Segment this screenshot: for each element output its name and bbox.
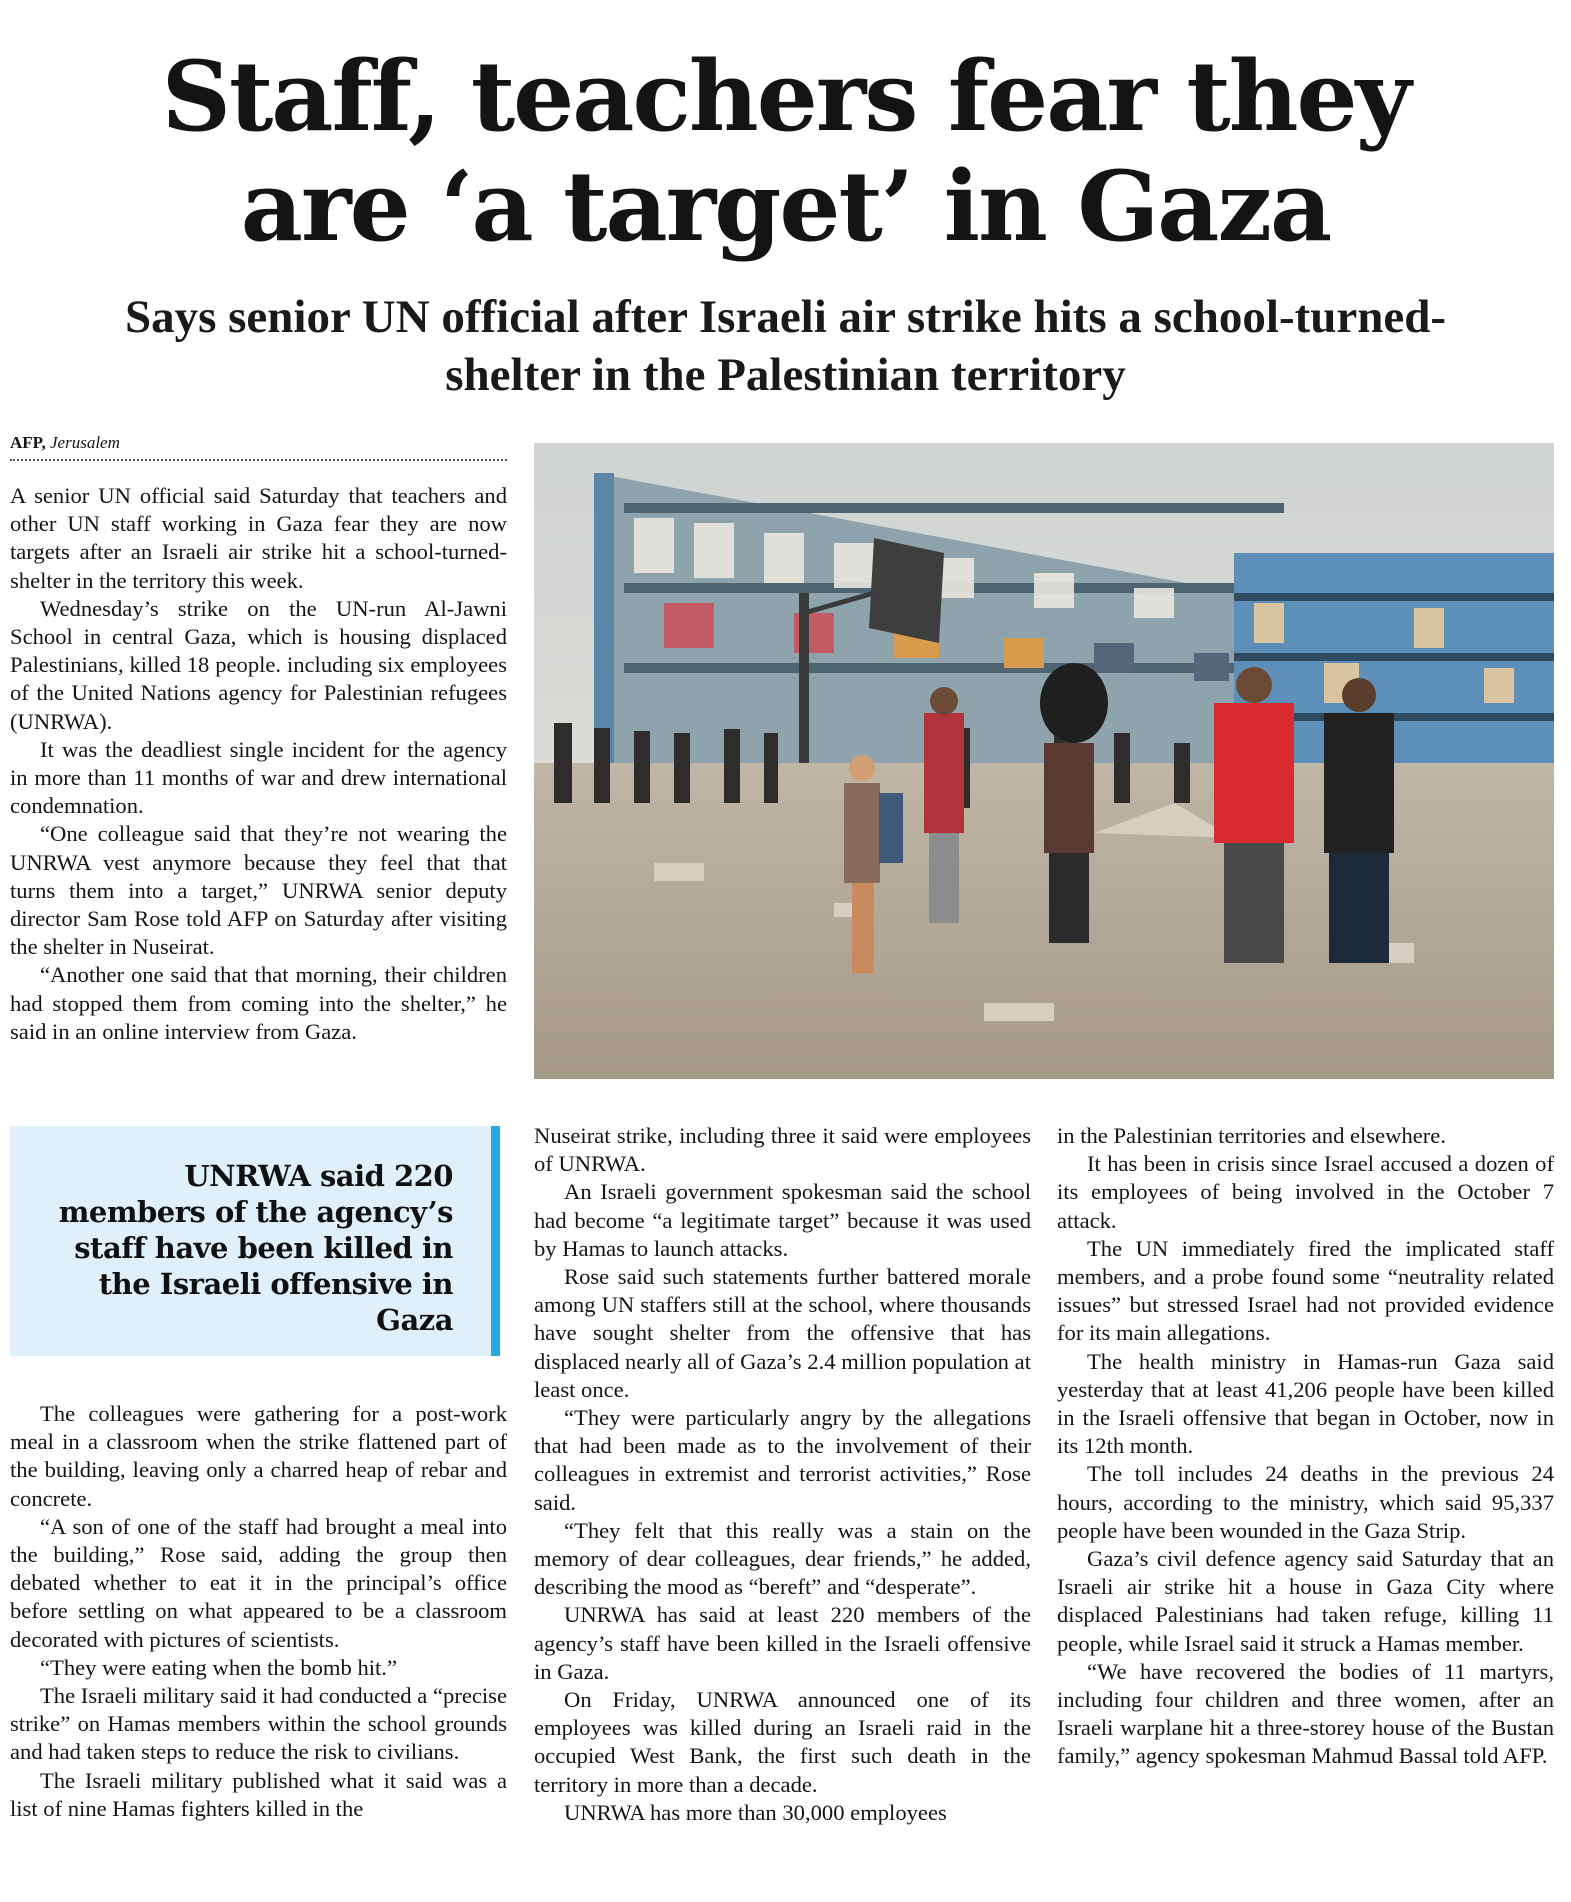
paragraph: “They were particularly angry by the allegations that had been made as to the involvement of their colleagues in extremist and terrorist activities,” Rose said. bbox=[534, 1405, 1031, 1515]
byline-agency: AFP, bbox=[10, 433, 46, 452]
paragraph: “Another one said that that morning, their children had stopped them from coming into the shelter,” he said in an online interview from Gaza. bbox=[10, 962, 507, 1044]
paragraph: The UN immediately fired the implicated staff members, and a probe found some “neutrality related issues” but stressed Israel had not provided evidence for its main allegations. bbox=[1057, 1235, 1554, 1346]
paragraph: Gaza’s civil defence agency said Saturday that an Israeli air strike hit a house in Gaza City where displaced Palestinians had taken refuge, killing 11 people, while Israel said it struck a Hamas member. bbox=[1057, 1546, 1554, 1656]
body-column-2 bbox=[534, 1122, 1031, 1827]
paragraph: in the Palestinian territories and elsewhere. bbox=[1057, 1123, 1446, 1148]
paragraph: “They felt that this really was a stain on the memory of dear colleagues, dear friends,” he added, describing the mood as “bereft” and “desperate”. bbox=[534, 1517, 1031, 1600]
body-column-3 bbox=[1057, 1122, 1554, 1771]
paragraph: Wednesday’s strike on the UN-run Al-Jawni School in central Gaza, which is housing displaced Palestinians, killed 18 people. including six employees of the United Nations agency for Palestinian refugees (UNRWA). bbox=[10, 595, 507, 734]
body-column-1-top bbox=[10, 482, 507, 1046]
paragraph: A senior UN official said Saturday that teachers and other UN staff working in Gaza fear they are now targets after an Israeli air strike hit a school-turned-shelter in the territory this week. bbox=[10, 483, 507, 593]
paragraph: UNRWA has said at least 220 members of the agency’s staff have been killed in the Israeli offensive in Gaza. bbox=[534, 1602, 1031, 1684]
pull-quote bbox=[10, 1126, 500, 1356]
paragraph: Nuseirat strike, including three it said were employees of UNRWA. bbox=[534, 1123, 1031, 1177]
paragraph: “They were eating when the bomb hit.” bbox=[40, 1654, 397, 1680]
subheadline bbox=[40, 288, 1531, 404]
paragraph: The toll includes 24 deaths in the previous 24 hours, according to the ministry, which said 95,337 people have been wounded in the Gaza Strip. bbox=[1057, 1461, 1554, 1543]
news-photo bbox=[534, 443, 1554, 1079]
headline bbox=[0, 42, 1571, 262]
paragraph: An Israeli government spokesman said the school had become “a legitimate target” because it was used by Hamas to launch attacks. bbox=[534, 1179, 1031, 1261]
headline-line-2: are ‘a target’ in Gaza bbox=[240, 150, 1331, 263]
pull-quote-text: UNRWA said 220 members of the agency’s staff have been killed in the Israeli offensive in Gaza bbox=[58, 1159, 453, 1337]
subheadline-line-2: shelter in the Palestinian territory bbox=[445, 349, 1126, 401]
subheadline-line-1: Says senior UN official after Israeli air strike hits a school-turned- bbox=[124, 291, 1447, 343]
paragraph: On Friday, UNRWA announced one of its employees was killed during an Israeli raid in the occupied West Bank, the first such death in the territory in more than a decade. bbox=[534, 1687, 1031, 1797]
headline-line-1: Staff, teachers fear they bbox=[161, 40, 1410, 153]
paragraph: “One colleague said that they’re not wearing the UNRWA vest anymore because they feel that that turns them into a target,” UNRWA senior deputy director Sam Rose told AFP on Saturday after visiting the shelter in Nuseirat. bbox=[10, 821, 507, 960]
paragraph: Rose said such statements further battered morale among UN staffers still at the school, where thousands have sought shelter from the offensive that has displaced nearly all of Gaza’s 2.4 million population at least once. bbox=[534, 1264, 1031, 1402]
paragraph: It was the deadliest single incident for the agency in more than 11 months of war and drew international condemnation. bbox=[10, 736, 507, 819]
paragraph: The Israeli military published what it said was a list of nine Hamas fighters killed in the bbox=[10, 1767, 507, 1821]
paragraph: “A son of one of the staff had brought a meal into the building,” Rose said, adding the group then debated whether to eat it in the principal’s office before settling on what appeared to be a classroom decorated with pictures of scientists. bbox=[10, 1513, 507, 1652]
paragraph: The Israeli military said it had conducted a “precise strike” on Hamas members within the school grounds and had taken steps to reduce the risk to civilians. bbox=[10, 1683, 507, 1765]
byline bbox=[10, 433, 507, 461]
paragraph: The colleagues were gathering for a post-work meal in a classroom when the strike flattened part of the building, leaving only a charred heap of rebar and concrete. bbox=[10, 1401, 507, 1511]
paragraph: “We have recovered the bodies of 11 martyrs, including four children and three women, after an Israeli warplane hit a three-storey house of the Bustan family,” agency spokesman Mahmud Bassal told AFP. bbox=[1057, 1658, 1554, 1769]
paragraph: UNRWA has more than 30,000 employees bbox=[564, 1799, 947, 1825]
body-column-1-bottom bbox=[10, 1400, 507, 1823]
paragraph: The health ministry in Hamas-run Gaza said yesterday that at least 41,206 people have been killed in the Israeli offensive that began in October, now in its 12th month. bbox=[1057, 1348, 1554, 1459]
byline-location: Jerusalem bbox=[50, 433, 120, 452]
school-shelter-photo-icon bbox=[534, 443, 1554, 1079]
paragraph: It has been in crisis since Israel accused a dozen of its employees of being involved in the October 7 attack. bbox=[1057, 1151, 1554, 1233]
